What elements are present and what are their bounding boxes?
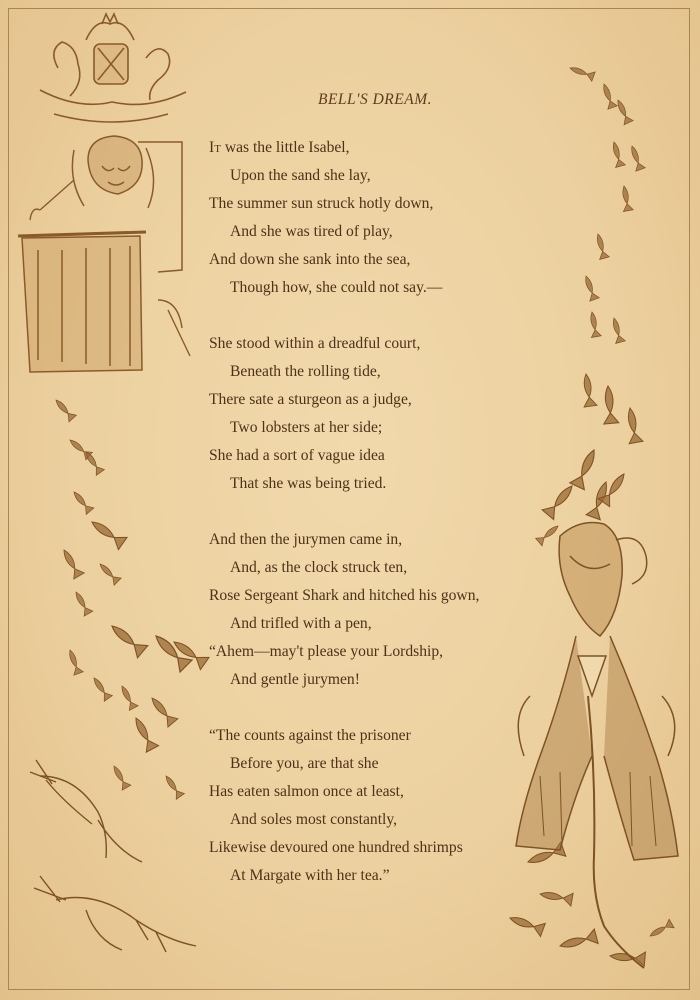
- fish-icon: [587, 311, 601, 337]
- shrimp-icon: [34, 876, 196, 952]
- line-text: was the little Isabel,: [220, 139, 350, 156]
- fish-icon: [59, 547, 84, 579]
- fish-icon: [619, 185, 633, 211]
- poem-line: And gentle jurymen!: [230, 671, 360, 688]
- poem-line: Beneath the rolling tide,: [230, 363, 381, 380]
- fish-icon: [107, 620, 148, 658]
- fish-icon: [162, 773, 185, 799]
- fish-icon: [558, 929, 598, 953]
- poem-line: [209, 134, 554, 162]
- fish-icon: [90, 675, 113, 701]
- poem-title: BELL'S DREAM.: [317, 91, 432, 108]
- fish-icon: [88, 516, 127, 550]
- shrimp-icon: [30, 760, 142, 862]
- poem-line: “The counts against the prisoner: [209, 727, 411, 744]
- poem-line: And, as the clock struck ten,: [230, 559, 408, 576]
- fish-icon: [593, 233, 609, 260]
- poem-line: She stood within a dreadful court,: [209, 335, 421, 352]
- fish-icon: [627, 144, 645, 171]
- poem-line: Upon the sand she lay,: [230, 167, 371, 184]
- fish-icon: [130, 715, 159, 752]
- poem-line: At Margate with her tea.”: [230, 867, 390, 884]
- poem-line: Has eaten salmon once at least,: [209, 783, 404, 800]
- poem-line: The summer sun struck hotly down,: [209, 195, 434, 212]
- fish-icon: [570, 447, 601, 490]
- fish-icon: [72, 590, 93, 617]
- fish-icon: [147, 694, 178, 727]
- poem-line: And then the jurymen came in,: [209, 531, 403, 548]
- fish-icon: [623, 407, 643, 444]
- poem-line: And she was tired of play,: [230, 223, 393, 240]
- drop-word: It: [209, 139, 221, 156]
- fish-icon: [648, 919, 675, 940]
- poem-line: Before you, are that she: [230, 755, 379, 772]
- fish-icon: [609, 141, 625, 168]
- poem-line: She had a sort of vague idea: [209, 447, 385, 464]
- poem-line: And down she sank into the sea,: [209, 251, 411, 268]
- poem-line: Rose Sergeant Shark and hitched his gown,: [209, 587, 480, 604]
- bench: [18, 232, 146, 372]
- fish-icon: [70, 489, 94, 515]
- fish-icon: [96, 560, 121, 585]
- poem-line: And soles most constantly,: [230, 811, 398, 828]
- poem-line: “Ahem—may't please your Lordship,: [209, 643, 444, 660]
- fish-icon: [52, 397, 76, 422]
- poem-line: There sate a sturgeon as a judge,: [209, 391, 412, 408]
- poem-line: Though how, she could not say.—: [230, 279, 443, 296]
- poem-line: Likewise devoured one hundred shrimps: [209, 839, 463, 856]
- fish-icon: [65, 648, 83, 675]
- poem-body: [209, 134, 554, 890]
- stanza-gap: [209, 498, 554, 526]
- fish-icon: [568, 63, 595, 81]
- fish-icon: [110, 764, 131, 791]
- judge-bench-illustration: [18, 10, 208, 380]
- fish-icon: [601, 385, 619, 424]
- fish-icon: [609, 949, 645, 966]
- fish-icon: [508, 911, 546, 936]
- left-fish-school-illustration: [26, 380, 216, 970]
- poem-line: Two lobsters at her side;: [230, 419, 383, 436]
- fish-icon: [581, 274, 599, 301]
- fish-icon: [609, 317, 625, 344]
- poem-line: And trifled with a pen,: [230, 615, 372, 632]
- stanza-gap: [209, 302, 554, 330]
- fish-icon: [118, 684, 139, 711]
- stanza-gap: [209, 694, 554, 722]
- poem-line: That she was being tried.: [230, 475, 387, 492]
- fish-icon: [539, 888, 573, 906]
- fish-icon: [580, 373, 597, 407]
